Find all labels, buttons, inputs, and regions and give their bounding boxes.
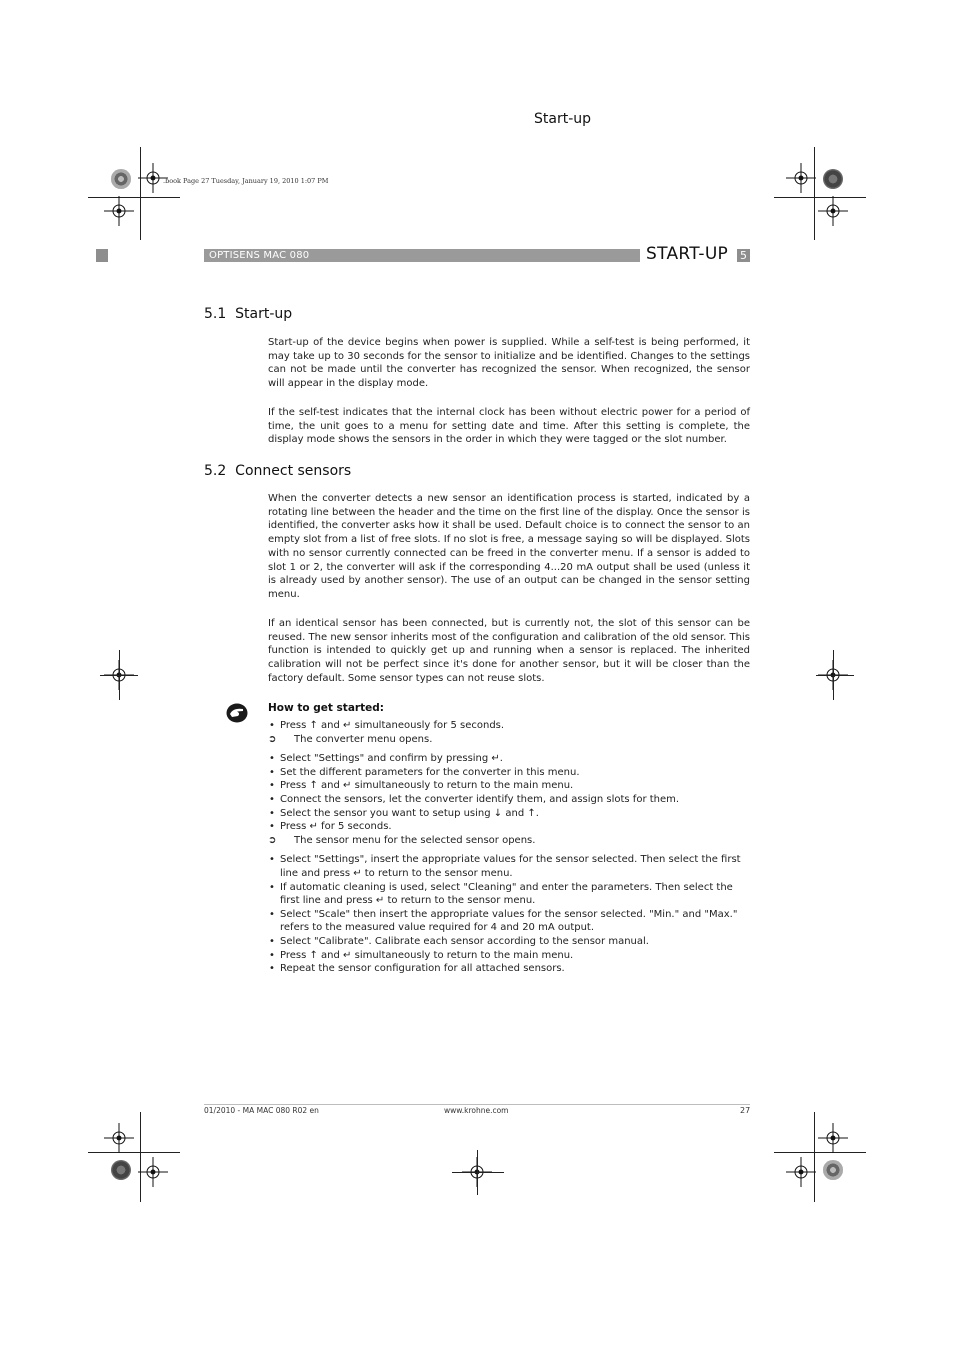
paragraph: When the converter detects a new sensor an identification process is started, indicated by a rotating line between the header and the time on the first line of the display. Once the sensor is identified, the converter asks how it shall be used. Default choice is to connect the sensor to an empty slot from a list of free slots. If no slot is free, a message saying so will be displayed. Slots with no sensor currently connected can be freed in the converter menu. If a sensor is added to slot 1 or 2, the converter will ask if the corresponding 4...20 mA output shall be used (unless it is already used by another sensor). The use of an output can be changed in the sensor setting menu. [268,493,750,600]
registration-mark-icon [138,1157,168,1187]
header-section-title: START-UP [646,244,729,264]
crop-line [814,147,815,240]
registration-mark-icon [786,1157,816,1187]
section-number: 5.1 [204,306,227,322]
footer-divider [204,1104,750,1105]
list-item: • Select the sensor you want to setup using ↓ and ↑. [268,807,750,821]
crop-line [88,197,180,198]
crop-line [452,1172,504,1173]
header-product-name: OPTISENS MAC 080 [209,250,310,261]
section-title: Start-up [235,306,293,322]
list-item: • Repeat the sensor configuration for all attached sensors. [268,962,750,976]
footer-doc-id: 01/2010 - MA MAC 080 R02 en [204,1106,319,1115]
howto-steps [268,719,750,976]
crop-line [140,147,141,240]
registration-mark-icon [104,196,134,226]
result-item: ➲ The converter menu opens. [268,733,750,747]
section-heading-5-1 [204,306,292,322]
list-item: • Connect the sensors, let the converter identify them, and assign slots for them. [268,793,750,807]
color-rosette [111,169,131,189]
color-rosette [823,169,843,189]
color-rosette [823,1160,843,1180]
list-item: • Select "Scale" then insert the appropriate values for the sensor selected. "Min." and "Max." refers to the measured value required for 4 and 20 mA output. [268,908,750,935]
footer-website: www.krohne.com [444,1106,509,1115]
crop-line [833,650,834,700]
crop-line [88,1152,180,1153]
page-number: 27 [740,1106,751,1115]
registration-mark-icon [818,196,848,226]
color-rosette [111,1160,131,1180]
paragraph: Start-up of the device begins when power is supplied. While a self-test is being performed, it may take up to 30 seconds for the sensor to initialize and be identified. Changes to the settings can not be made until the converter has recognized the sensor. When recognized, the sensor will appear in the display mode. [268,337,750,390]
crop-line [119,650,120,700]
registration-mark-icon [104,1123,134,1153]
section-title: Connect sensors [235,463,352,479]
list-item: • Press ↵ for 5 seconds. [268,820,750,834]
result-item: ➲ The sensor menu for the selected sensor opens. [268,834,750,848]
paragraph: If an identical sensor has been connected, but is currently not, the slot of this sensor can be reused. The new sensor inherits most of the configuration and calibration of the old sensor. This function is intended to quickly get up and running when a sensor is replaced. The inherited calibration will not be perfect since it's done for another sensor, but it will be closer than the factory default. Some sensor types can not reuse slots. [268,618,750,684]
list-item: • Select "Settings", insert the appropriate values for the sensor selected. Then select the first line and press ↵ to return to the sensor menu. [268,853,750,880]
crop-line [477,1150,478,1195]
howto-title: How to get started: [268,702,384,714]
margin-marker [96,249,108,262]
crop-line [816,675,854,676]
list-item: • Select "Calibrate". Calibrate each sensor according to the sensor manual. [268,935,750,949]
section-heading-5-2 [204,463,351,479]
list-item: • Press ↑ and ↵ simultaneously to return to the main menu. [268,949,750,963]
list-item: • Select "Settings" and confirm by pressing ↵. [268,752,750,766]
section-number: 5.2 [204,463,227,479]
running-title: Start-up [534,111,592,127]
chapter-number-badge: 5 [737,249,750,262]
registration-mark-icon [786,163,816,193]
hand-pointing-icon [226,703,248,723]
print-stamp: .book Page 27 Tuesday, January 19, 2010 1:07 PM [163,177,329,185]
list-item: • Set the different parameters for the converter in this menu. [268,766,750,780]
registration-mark-icon [818,1123,848,1153]
paragraph: If the self-test indicates that the internal clock has been without electric power for a period of time, the unit goes to a menu for setting date and time. After this setting is complete, the display mode shows the sensors in the order in which they were tagged or the slot number. [268,407,750,446]
list-item: • Press ↑ and ↵ simultaneously to return to the main menu. [268,779,750,793]
list-item: • Press ↑ and ↵ simultaneously for 5 seconds. [268,719,750,733]
list-item: • If automatic cleaning is used, select "Cleaning" and enter the parameters. Then select the first line and press ↵ to return to the sensor menu. [268,881,750,908]
